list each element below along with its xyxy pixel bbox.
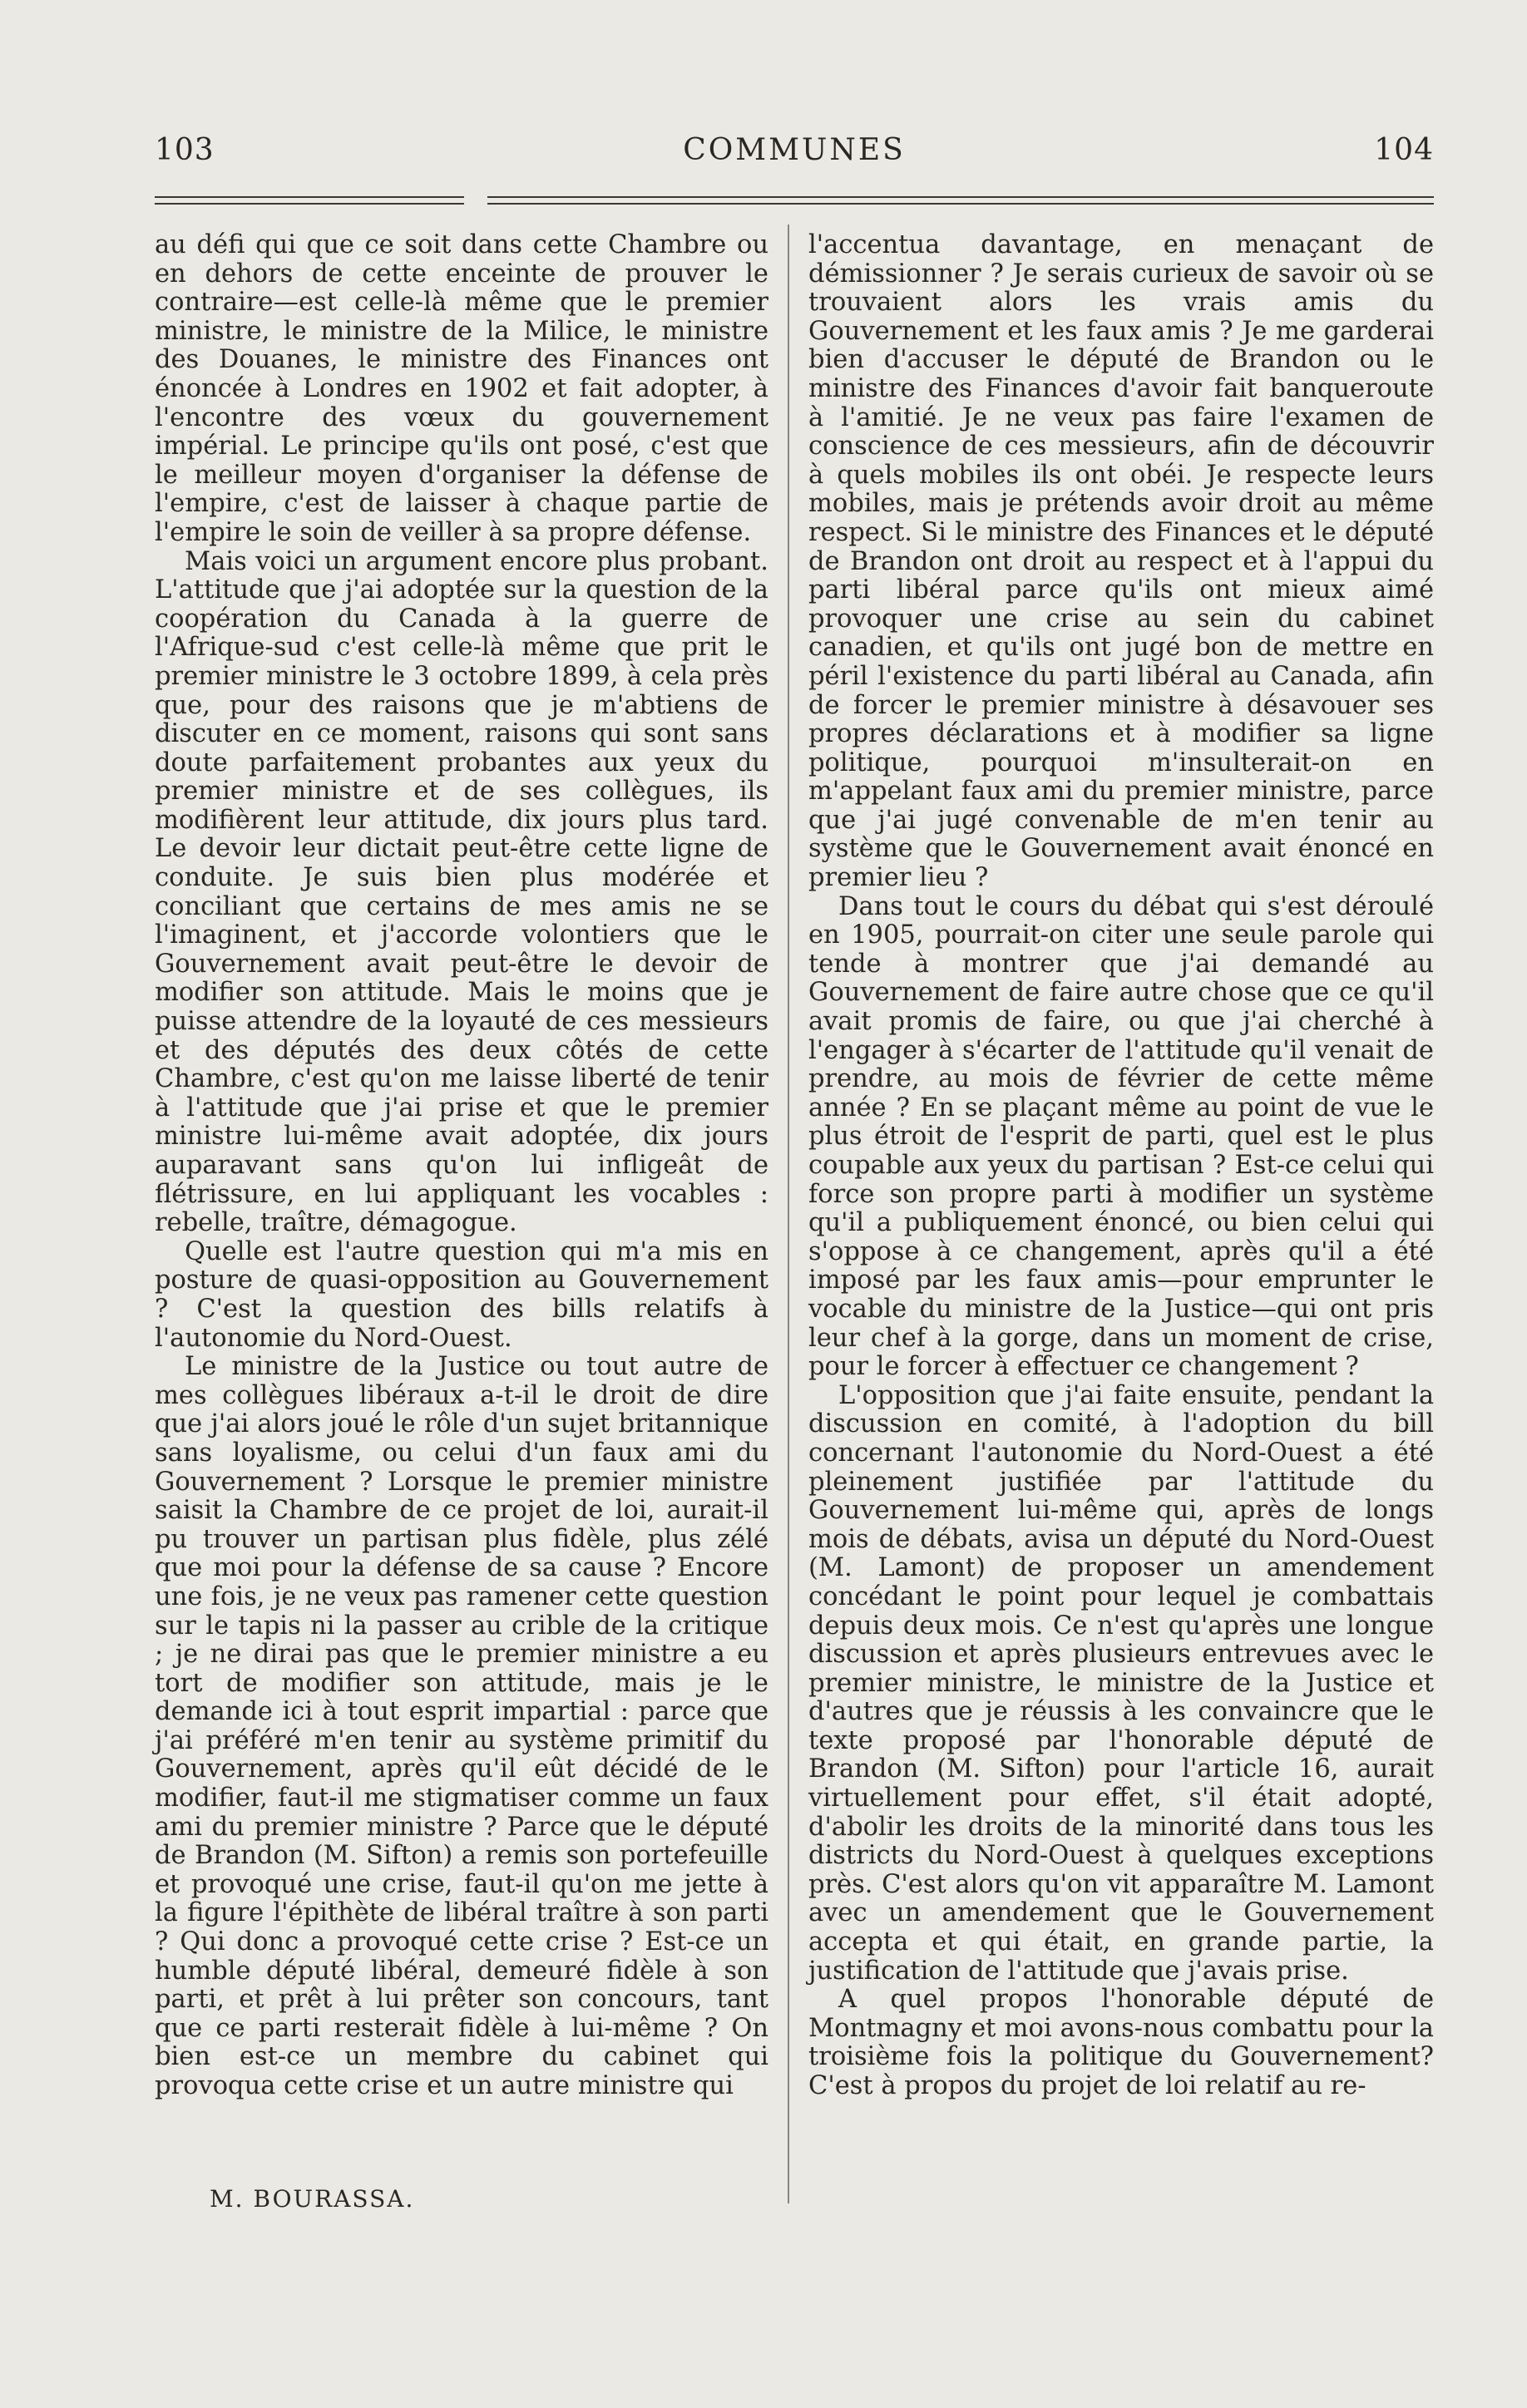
paragraph: A quel propos l'honorable député de Montmagny et moi avons-nous combattu pour la troisième fois la politique du Gouvernement? C'est à propos du projet de loi relatif au re- bbox=[808, 1985, 1434, 2100]
paragraph: Le ministre de la Justice ou tout autre de mes collègues libéraux a-t-il le droit de dire que j'ai alors joué le rôle d'un sujet britannique sans loyalisme, ou celui d'un faux ami du Gouvernement ? Lorsque le premier ministre saisit la Chambre de ce projet de loi, aurait-il pu trouver un partisan plus fidèle, plus zélé que moi pour la défense de sa cause ? Encore une fois, je ne veux pas ramener cette question sur le tapis ni la passer au crible de la critique ; je ne dirai pas que le premier ministre a eu tort de modifier son attitude, mais je le demande ici à tout esprit impartial : parce que j'ai préféré m'en tenir au système primitif du Gouvernement, après qu'il eût décidé de le modifier, faut-il me stigmatiser comme un faux ami du premier ministre ? Parce que le député de Brandon (M. Sifton) a remis son portefeuille et provoqué une crise, faut-il qu'on me jette à la figure l'épithète de libéral traître à son parti ? Qui donc a provoqué cette crise ? Est-ce un humble député libéral, demeuré fidèle à son parti, et prêt à lui prêter son concours, tant que ce parti resterait fidèle à lui-même ? On bien est-ce un membre du cabinet qui provoqua cette crise et un autre ministre qui bbox=[155, 1352, 768, 2100]
speaker-signature: M. BOURASSA. bbox=[210, 2185, 415, 2213]
header-rule bbox=[155, 196, 1434, 208]
running-title: COMMUNES bbox=[683, 133, 906, 167]
header-rule-segment bbox=[1266, 196, 1434, 205]
paragraph: Mais voici un argument encore plus probant. L'attitude que j'ai adoptée sur la question de la coopération du Canada à la guerre de l'Afrique-sud c'est celle-là même que prit le premier ministre le 3 octobre 1899, à cela près que, pour des raisons que je m'abtiens de discuter en ce moment, raisons qui sont sans doute parfaitement probantes aux yeux du premier ministre et de ses collègues, ils modifièrent leur attitude, dix jours plus tard. Le devoir leur dictait peut-être cette ligne de conduite. Je suis bien plus modérée et conciliant que certains de mes amis ne se l'imaginent, et j'accorde volontiers que le Gouvernement avait peut-être le devoir de modifier son attitude. Mais le moins que je puisse attendre de la loyauté de ces messieurs et des députés des deux côtés de cette Chambre, c'est qu'on me laisse liberté de tenir à l'attitude que j'ai prise et que le premier ministre lui-même avait adoptée, dix jours auparavant sans qu'on lui infligeât de flétrissure, en lui appliquant les vocables : rebelle, traître, démagogue. bbox=[155, 546, 768, 1238]
paragraph: l'accentua davantage, en menaçant de démissionner ? Je serais curieux de savoir où se trouvaient alors les vrais amis du Gouvernement et les faux amis ? Je me garderai bien d'accuser le député de Brandon ou le ministre des Finances d'avoir fait banqueroute à l'amitié. Je ne veux pas faire l'examen de conscience de ces messieurs, afin de découvrir à quels mobiles ils ont obéi. Je respecte leurs mobiles, mais je prétends avoir droit au même respect. Si le ministre des Finances et le député de Brandon ont droit au respect et à l'appui du parti libéral parce qu'ils ont mieux aimé provoquer une crise au sein du cabinet canadien, et qu'ils ont jugé bon de mettre en péril l'existence du parti libéral au Canada, afin de forcer le premier ministre à désavouer ses propres déclarations et à modifier sa ligne politique, pourquoi m'insulterait-on en m'appelant faux ami du premier ministre, parce que j'ai jugé convenable de m'en tenir au système que le Gouvernement avait énoncé en premier lieu ? bbox=[808, 230, 1434, 893]
right-column bbox=[808, 231, 1434, 2101]
page-number-left: 103 bbox=[155, 133, 215, 167]
header-rule-segment bbox=[155, 196, 464, 205]
paragraph: Quelle est l'autre question qui m'a mis en posture de quasi-opposition au Gouvernement ? C'est la question des bills relatifs à l'autonomie du Nord-Ouest. bbox=[155, 1236, 768, 1353]
page-header bbox=[155, 133, 1434, 183]
paragraph: Dans tout le cours du débat qui s'est déroulé en 1905, pourrait-on citer une seule parole qui tende à montrer que j'ai demandé au Gouvernement de faire autre chose que ce qu'il avait promis de faire, ou que j'ai cherché à l'engager à s'écarter de l'attitude qu'il venait de prendre, au mois de février de cette même année ? En se plaçant même au point de vue le plus étroit de l'esprit de parti, quel est le plus coupable aux yeux du partisan ? Est-ce celui qui force son propre parti à modifier un système qu'il a publiquement énoncé, ou bien celui qui s'oppose à ce changement, après qu'il a été imposé par les faux amis—pour emprunter le vocable du ministre de la Justice—qui ont pris leur chef à la gorge, dans un moment de crise, pour le forcer à effectuer ce changement ? bbox=[808, 891, 1434, 1382]
page-number-right: 104 bbox=[1374, 133, 1434, 167]
header-rule-segment bbox=[487, 196, 1269, 205]
paragraph: au défi qui que ce soit dans cette Chambre ou en dehors de cette enceinte de prouver le contraire—est celle-là même que le premier ministre, le ministre de la Milice, le ministre des Douanes, le ministre des Finances ont énoncée à Londres en 1902 et fait adopter, à l'encontre des vœux du gouvernement impérial. Le principe qu'ils ont posé, c'est que le meilleur moyen d'organiser la défense de l'empire, c'est de laisser à chaque partie de l'empire le soin de veiller à sa propre défense. bbox=[155, 230, 768, 547]
paragraph: L'opposition que j'ai faite ensuite, pendant la discussion en comité, à l'adoption du bill concernant l'autonomie du Nord-Ouest a été pleinement justifiée par l'attitude du Gouvernement lui-même qui, après de longs mois de débats, avisa un député du Nord-Ouest (M. Lamont) de proposer un amendement concédant le point pour lequel je combattais depuis deux mois. Ce n'est qu'après une longue discussion et après plusieurs entrevues avec le premier ministre, le ministre de la Justice et d'autres que je réussis à les convaincre que le texte proposé par l'honorable député de Brandon (M. Sifton) pour l'article 16, aurait virtuellement pour effet, s'il était adopté, d'abolir les droits de la minorité dans tous les districts du Nord-Ouest à quelques exceptions près. C'est alors qu'on vit apparaître M. Lamont avec un amendement que le Gouvernement accepta et qui était, en grande partie, la justification de l'attitude que j'avais prise. bbox=[808, 1380, 1434, 1986]
column-divider bbox=[788, 225, 789, 2203]
left-column bbox=[155, 231, 768, 2101]
